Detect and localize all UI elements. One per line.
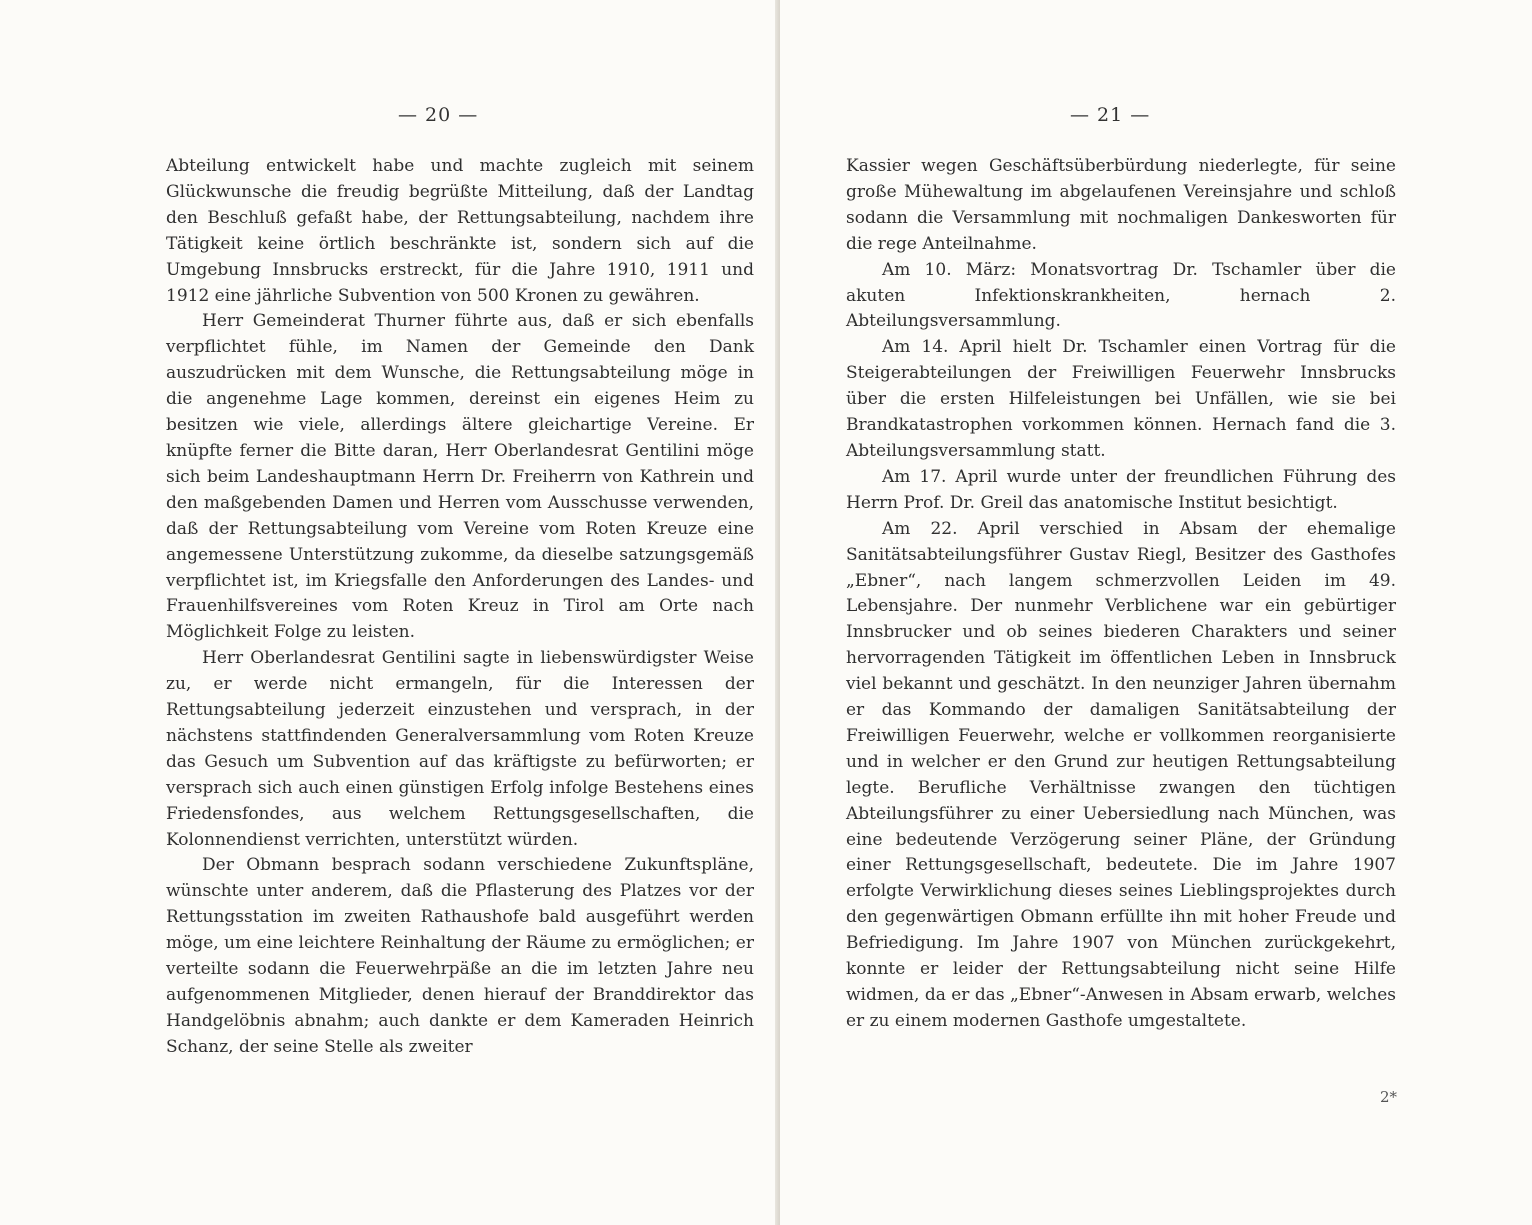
signature-mark: 2* bbox=[1380, 1088, 1398, 1106]
paragraph: Der Obmann besprach sodann verschiedene Zukunftspläne, wünschte unter anderem, daß die Pflasterung des Platzes vor der Rettungsstation im zweiten Rathaushofe bald ausgeführt werden möge, um eine leichtere Reinhaltung der Räume zu ermöglichen; er verteilte sodann die Feuerwehrpäße an die im letzten Jahre neu aufgenommenen Mitglieder, denen hierauf der Branddirektor das Handgelöbnis abnahm; auch dankte er dem Kameraden Heinrich Schanz, der seine Stelle als zweiter bbox=[166, 855, 754, 1057]
paragraph: Herr Gemeinderat Thurner führte aus, daß er sich ebenfalls verpflichtet fühle, im Namen der Gemeinde den Dank auszudrücken mit dem Wunsche, die Rettungsabteilung möge in die angenehme Lage kommen, dereinst ein eigenes Heim zu besitzen wie viele, allerdings ältere gleichartige Vereine. Er knüpfte ferner die Bitte daran, Herr Oberlandesrat Gentilini möge sich beim Landeshauptmann Herrn Dr. Freiherrn von Kathrein und den maßgebenden Damen und Herren vom Ausschusse verwenden, daß der Rettungsabteilung vom Vereine vom Roten Kreuze eine angemessene Unterstützung zukomme, da dieselbe satzungsgemäß verpflichtet ist, im Kriegsfalle den Anforderungen des Landes- und Frauenhilfsvereines vom Roten Kreuz in Tirol am Orte nach Möglichkeit Folge zu leisten. bbox=[166, 311, 754, 643]
right-page bbox=[780, 0, 1532, 1225]
paragraph: Am 10. März: Monatsvortrag Dr. Tschamler über die akuten Infektionskrankheiten, hernach 2. Abteilungsversammlung. bbox=[846, 259, 1396, 332]
paragraph: Am 22. April verschied in Absam der ehemalige Sanitätsabteilungsführer Gustav Riegl, Besitzer des Gasthofes „Ebner“, nach langem schmerzvollen Leiden im 49. Lebensjahre. Der nunmehr Verblichene war ein gebürtiger Innsbrucker und ob seines biederen Charakters und seiner hervorragenden Tätigkeit im öffentlichen Leben in Innsbruck viel bekannt und geschätzt. In den neunziger Jahren übernahm er das Kommando der damaligen Sanitätsabteilung der Freiwilligen Feuerwehr, welche er vollkommen reorganisierte und in welcher er den Grund zur heutigen Rettungsabteilung legte. Berufliche Verhältnisse zwangen den tüchtigen Abteilungsführer zu einer Uebersiedlung nach München, was eine bedeutende Verzögerung seiner Pläne, der Gründung einer Rettungsgesellschaft, bedeutete. Die im Jahre 1907 erfolgte Verwirklichung dieses seines Lieblingsprojektes durch den gegenwärtigen Obmann erfüllte ihn mit hoher Freude und Befriedigung. Im Jahre 1907 von München zurückgekehrt, konnte er leider der Rettungsabteilung nicht seine Hilfe widmen, da er das „Ebner“-Anwesen in Absam erwarb, welches er zu einem modernen Gasthofe umgestaltete. bbox=[846, 518, 1396, 1031]
left-page-text bbox=[166, 154, 754, 1061]
right-page-text bbox=[846, 154, 1396, 1035]
paragraph: Herr Oberlandesrat Gentilini sagte in liebenswürdigster Weise zu, er werde nicht ermangeln, für die Interessen der Rettungsabteilung jederzeit einzustehen und versprach, in der nächstens stattfindenden Generalversammlung vom Roten Kreuze das Gesuch um Subvention auf das kräftigste zu befürworten; er versprach sich auch einen günstigen Erfolg infolge Bestehens eines Friedensfondes, aus welchem Rettungsgesellschaften, die Kolonnendienst verrichten, unterstützt würden. bbox=[166, 648, 754, 850]
page-number: — 21 — bbox=[1070, 104, 1151, 126]
page-number: — 20 — bbox=[398, 104, 479, 126]
paragraph: Kassier wegen Geschäftsüberbürdung niederlegte, für seine große Mühewaltung im abgelaufenen Vereinsjahre und schloß sodann die Versammlung mit nochmaligen Dankesworten für die rege Anteilnahme. bbox=[846, 156, 1396, 254]
paragraph: Am 14. April hielt Dr. Tschamler einen Vortrag für die Steigerabteilungen der Freiwilligen Feuerwehr Innsbrucks über die ersten Hilfeleistungen bei Unfällen, wie sie bei Brandkatastrophen vorkommen können. Hernach fand die 3. Abteilungsversammlung statt. bbox=[846, 337, 1396, 461]
paragraph: Abteilung entwickelt habe und machte zugleich mit seinem Glückwunsche die freudig begrüßte Mitteilung, daß der Landtag den Beschluß gefaßt habe, der Rettungsabteilung, nachdem ihre Tätigkeit keine örtlich beschränkte ist, sondern sich auf die Umgebung Innsbrucks erstreckt, für die Jahre 1910, 1911 und 1912 eine jährliche Subvention von 500 Kronen zu gewähren. bbox=[166, 156, 754, 306]
paragraph: Am 17. April wurde unter der freundlichen Führung des Herrn Prof. Dr. Greil das anatomische Institut besichtigt. bbox=[846, 466, 1396, 513]
